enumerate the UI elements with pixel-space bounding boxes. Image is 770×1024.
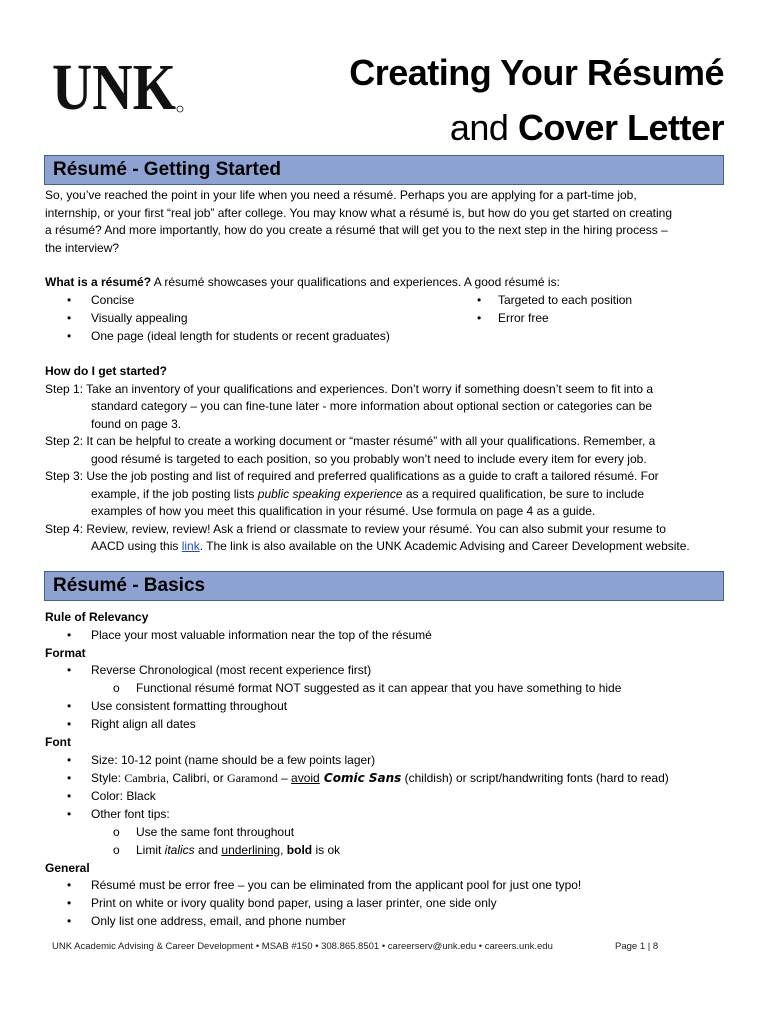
section-heading-getting-started: Résumé - Getting Started bbox=[44, 155, 724, 185]
intro-paragraph: So, you’ve reached the point in your life when you need a résumé. Perhaps you are applying for a part-time job, internship, or your first “real job” after college. You may know what a résumé is, but how do you get started on creating a résumé? And more importantly, how do you create a résumé that will get you to the next step in the hiring process – the interview? bbox=[45, 188, 672, 255]
aacd-link[interactable]: link bbox=[181, 539, 200, 553]
list-item: • Style: Cambria, Calibri, or Garamond – avoid Comic Sans (childish) or script/handwriting fonts (hard to read) bbox=[67, 770, 669, 785]
unk-logo bbox=[52, 51, 184, 124]
list-item: • Print on white or ivory quality bond paper, using a laser printer, one side only bbox=[67, 896, 497, 910]
basics-content: Rule of Relevancy • Place your most valuable information near the top of the résumé Format • Reverse Chronological (most recent experience first) o Functional résumé format NOT suggested as it can appear that you have something to hide • Use consistent formatting throughout • Right align all dates Font • Size: 10-12 point (name should be a few points lager) • Style: Cambria, Calibri, or Garamond – avoid Comic Sans (childish) or script/handwriting fonts (hard to read) • Color: Black • Other font tips: o Use the same font throughout o Limit italics and underlining, bold is ok General • Résumé must be error free – you can be eliminated from the applicant pool for just one typo! • Print on white or ivory quality bond paper, using a laser printer, one side only • Only list one address, email, and phone number bbox=[45, 609, 725, 931]
list-item: • Color: Black bbox=[67, 788, 156, 803]
list-item: o Functional résumé format NOT suggested as it can appear that you have something to hide bbox=[113, 681, 622, 695]
list-item: • Concise • Targeted to each position bbox=[67, 292, 633, 307]
list-item: • Résumé must be error free – you can be eliminated from the applicant pool for just one typo! bbox=[67, 878, 582, 892]
list-item: • Right align all dates bbox=[67, 717, 196, 731]
list-item: • Other font tips: bbox=[67, 806, 170, 821]
list-item: • Visually appealing • Error free bbox=[67, 310, 549, 325]
list-item: • Place your most valuable information near the top of the résumé bbox=[67, 627, 432, 642]
list-item: • Reverse Chronological (most recent experience first) bbox=[67, 663, 372, 677]
list-item: • Use consistent formatting throughout bbox=[67, 699, 288, 713]
page-footer: UNK Academic Advising & Career Development • MSAB #150 • 308.865.8501 • careerserv@unk.edu • careers.unk.edu Page 1 | 8 bbox=[52, 941, 659, 952]
page-subtitle: and Cover Letter bbox=[449, 107, 724, 148]
what-is-resume: What is a résumé? A résumé showcases your qualifications and experiences. A good résumé is: • Concise • Targeted to each position • Visually appealing • Error free • One page (ideal length for students or recent graduates) bbox=[45, 274, 725, 346]
list-item: o Limit italics and underlining, bold is ok bbox=[113, 842, 341, 857]
list-item: • One page (ideal length for students or recent graduates) bbox=[67, 328, 390, 343]
how-to-start: How do I get started? Step 1: Take an inventory of your qualifications and experiences. Don’t worry if something doesn’t seem to fit into a standard category – you can fine-tune later - more information about optional section or categories can be found on page 3. Step 2: It can be helpful to create a working document or “master résumé” with all your qualifications. Remember, a good résumé is targeted to each position, so you probably won’t need to include every item for every job. Step 3: Use the job posting and list of required and preferred qualifications as a guide to craft a tailored résumé. For example, if the job posting lists public speaking experience as a required qualification, be sure to include examples of how you meet this qualification in your résumé. Use formula on page 4 as a guide. Step 4: Review, review, review! Ask a friend or classmate to review your résumé. You can also submit your resume to AACD using this link. The link is also available on the UNK Academic Advising and Career Development website. bbox=[45, 364, 690, 553]
page-number: Page 1 | 8 bbox=[615, 941, 659, 952]
list-item: • Size: 10-12 point (name should be a few points lager) bbox=[67, 752, 376, 767]
section-heading-basics: Résumé - Basics bbox=[44, 571, 724, 601]
logo-text: UNK bbox=[52, 51, 176, 124]
list-item: • Only list one address, email, and phone number bbox=[67, 914, 346, 928]
list-item: o Use the same font throughout bbox=[113, 824, 295, 839]
page-title: Creating Your Résumé bbox=[349, 52, 724, 93]
